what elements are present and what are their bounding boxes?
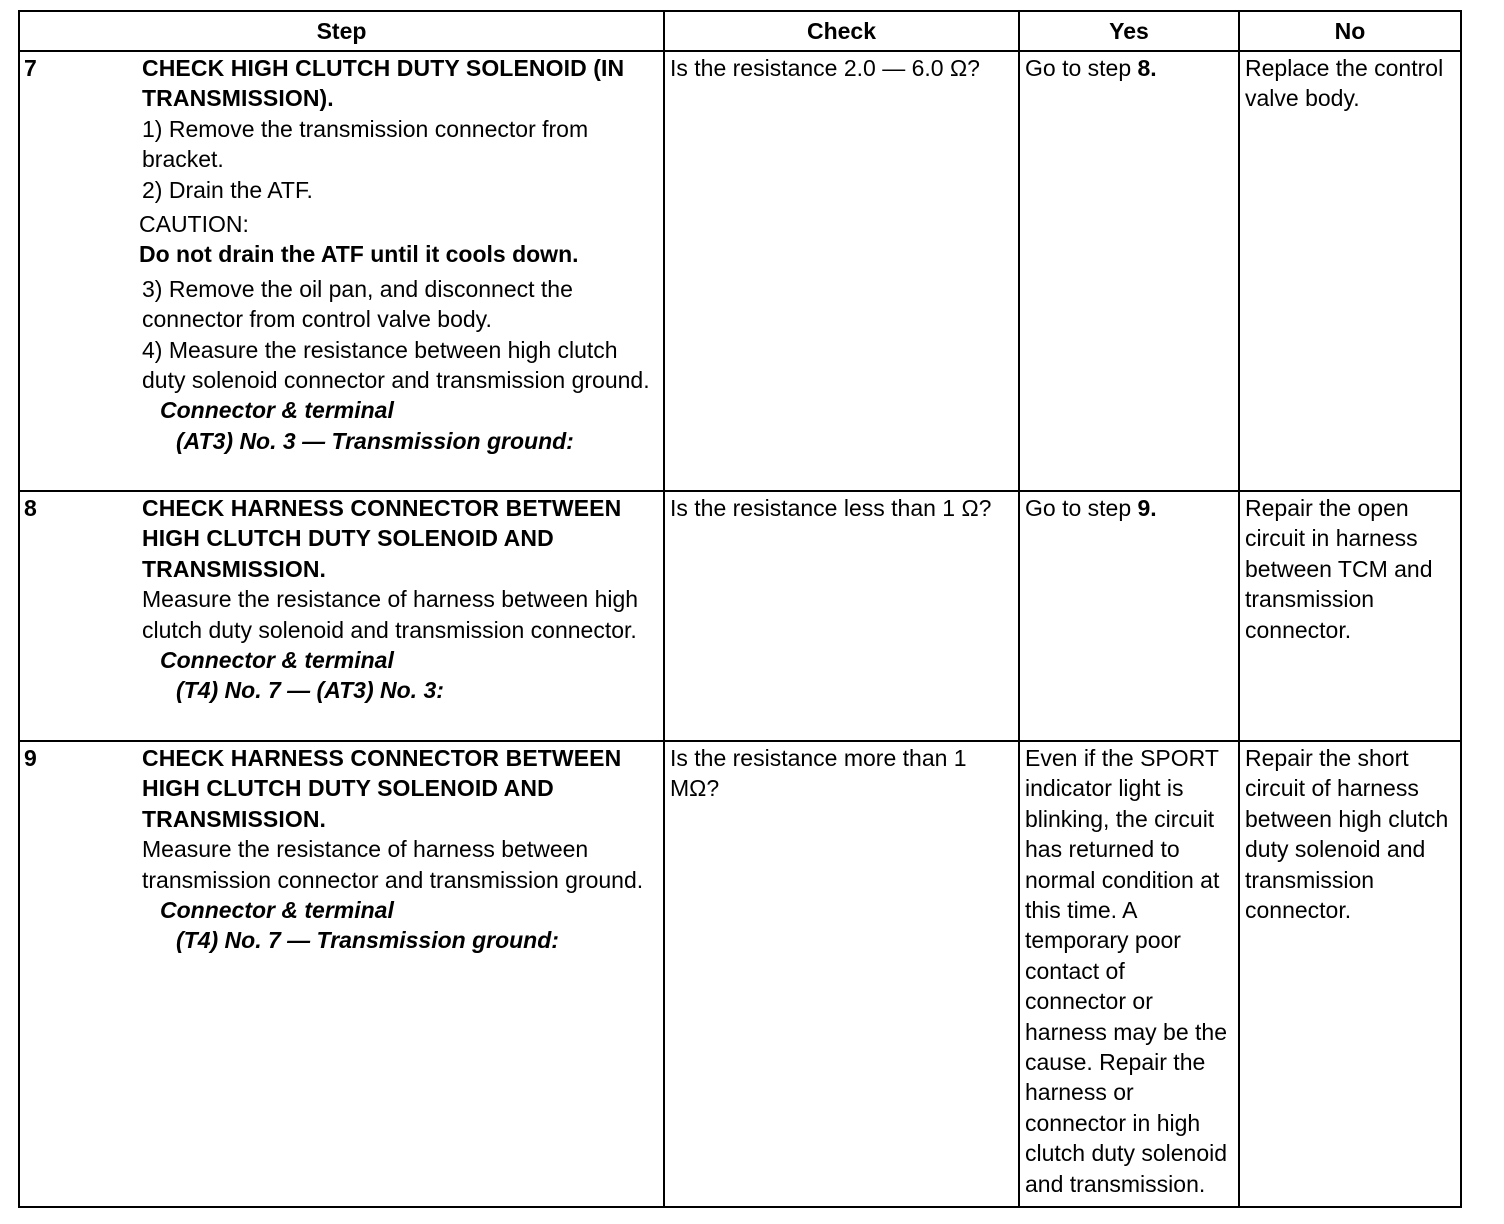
check-cell xyxy=(664,51,1019,491)
step-title: CHECK HARNESS CONNECTOR BETWEEN HIGH CLUTCH DUTY SOLENOID AND TRANSMISSION. xyxy=(142,745,622,832)
step-title: CHECK HARNESS CONNECTOR BETWEEN HIGH CLUTCH DUTY SOLENOID AND TRANSMISSION. xyxy=(142,495,622,582)
yes-step-ref: 8. xyxy=(1137,55,1157,81)
caution-block xyxy=(139,209,657,270)
connector-terminal-label: Connector & terminal xyxy=(160,897,394,924)
check-question: Is the resistance 2.0 — 6.0 Ω? xyxy=(670,55,980,81)
step-number: 7 xyxy=(24,55,37,81)
connector-terminal-value: (T4) No. 7 — (AT3) No. 3: xyxy=(176,677,444,704)
diagnostic-steps-table xyxy=(18,10,1462,1208)
no-action: Repair the short circuit of harness between high clutch duty solenoid and transmission connector. xyxy=(1245,745,1449,924)
step-body xyxy=(142,742,663,956)
connector-terminal-value: (T4) No. 7 — Transmission ground: xyxy=(176,927,559,954)
step-number: 9 xyxy=(24,745,37,771)
no-cell xyxy=(1239,491,1461,741)
no-cell xyxy=(1239,741,1461,1207)
yes-action xyxy=(1020,52,1238,83)
no-action: Replace the control valve body. xyxy=(1245,55,1444,112)
instruction-line: Measure the resistance of harness between transmission connector and transmission ground. xyxy=(142,836,644,893)
yes-prefix: Go to step xyxy=(1025,495,1138,521)
no-cell xyxy=(1239,51,1461,491)
caution-label: CAUTION: xyxy=(139,211,249,238)
yes-prefix: Go to step xyxy=(1025,55,1138,81)
instruction-line: 4) Measure the resistance between high clutch duty solenoid connector and transmission ground. xyxy=(142,336,650,394)
step-cell xyxy=(19,51,664,491)
table-header-row xyxy=(19,11,1461,51)
header-check: Check xyxy=(664,11,1019,51)
header-yes: Yes xyxy=(1019,11,1239,51)
step-cell xyxy=(19,741,664,1207)
instruction-line: Measure the resistance of harness between high clutch duty solenoid and transmission connector. xyxy=(142,586,639,643)
connector-terminal-label: Connector & terminal xyxy=(160,647,394,674)
step-body xyxy=(142,492,663,706)
header-no: No xyxy=(1239,11,1461,51)
instruction-line: 2) Drain the ATF. xyxy=(142,176,313,203)
step-body xyxy=(139,52,663,456)
yes-cell xyxy=(1019,741,1239,1207)
caution-text: Do not drain the ATF until it cools down. xyxy=(139,241,579,268)
yes-cell xyxy=(1019,51,1239,491)
table-row-step-8 xyxy=(19,491,1461,741)
instruction-line: 1) Remove the transmission connector from bracket. xyxy=(142,115,589,173)
step-number: 8 xyxy=(24,495,37,521)
table-row-step-7 xyxy=(19,51,1461,491)
header-step: Step xyxy=(19,11,664,51)
yes-step-ref: 9. xyxy=(1137,495,1157,521)
check-cell xyxy=(664,741,1019,1207)
check-question: Is the resistance more than 1 MΩ? xyxy=(670,745,967,802)
check-cell xyxy=(664,491,1019,741)
step-title: CHECK HIGH CLUTCH DUTY SOLENOID (IN TRANSMISSION). xyxy=(142,55,625,112)
diagnostic-procedure-sheet xyxy=(18,10,1460,1208)
no-action: Repair the open circuit in harness between TCM and transmission connector. xyxy=(1245,495,1433,643)
connector-terminal-value: (AT3) No. 3 — Transmission ground: xyxy=(176,427,574,454)
instruction-line: 3) Remove the oil pan, and disconnect the connector from control valve body. xyxy=(142,275,573,333)
step-cell xyxy=(19,491,664,741)
check-question: Is the resistance less than 1 Ω? xyxy=(670,495,992,521)
yes-action xyxy=(1020,492,1238,523)
yes-action: Even if the SPORT indicator light is blinking, the circuit has returned to normal condition at this time. A temporary poor contact of connector or harness may be the cause. Repair the harness or connector in high clutch duty solenoid and transmission. xyxy=(1025,745,1228,1197)
connector-terminal-label: Connector & terminal xyxy=(160,397,394,424)
yes-cell xyxy=(1019,491,1239,741)
table-row-step-9 xyxy=(19,741,1461,1207)
